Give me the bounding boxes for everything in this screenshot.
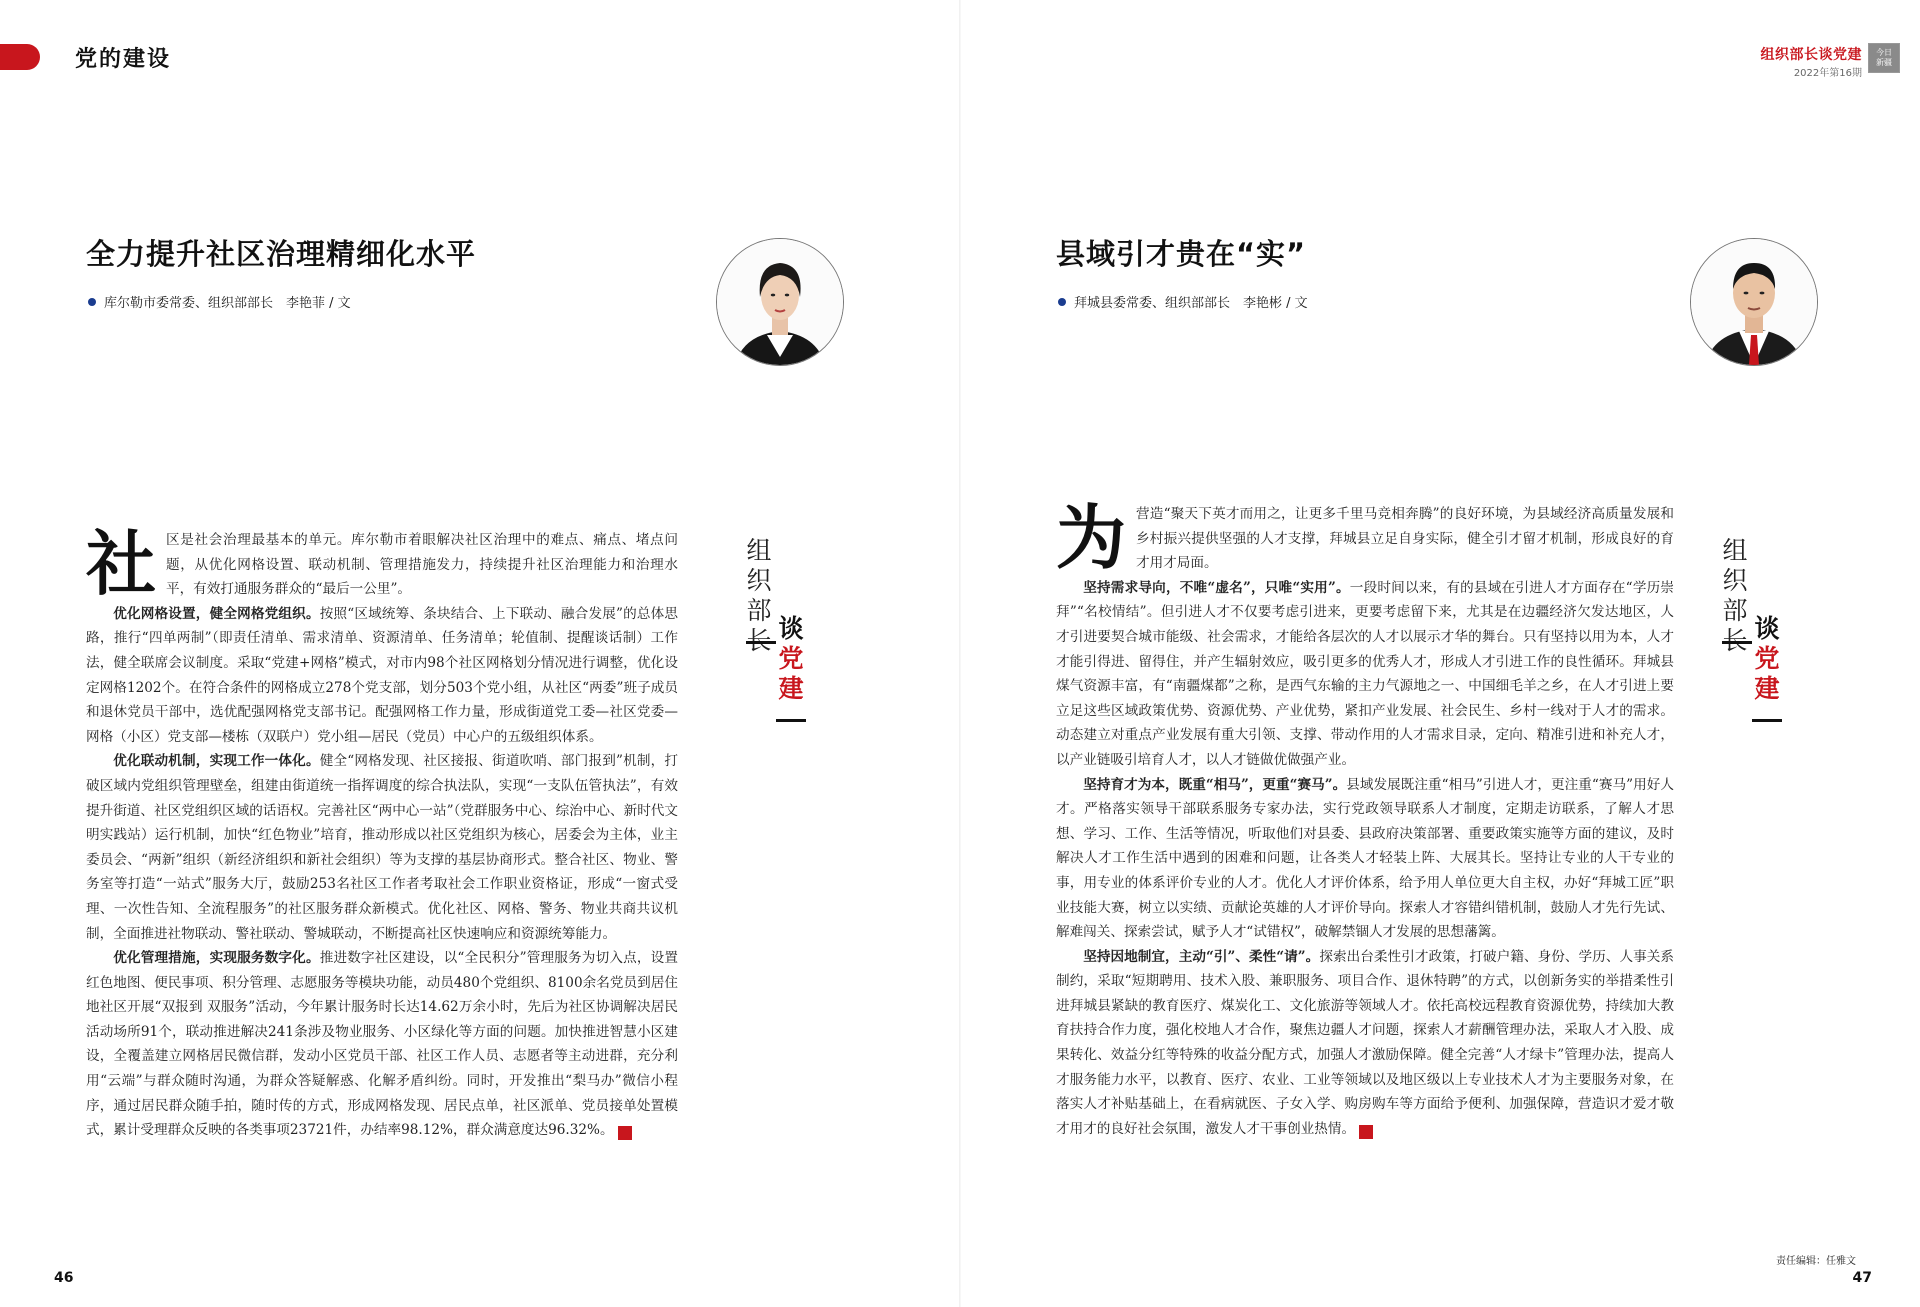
party-end-mark-icon: J [618, 1126, 632, 1140]
bullet-dot-icon [1058, 298, 1066, 306]
right-byline [1058, 292, 1308, 311]
drop-cap: 为 [1056, 496, 1126, 579]
right-column-badge [1722, 536, 1792, 736]
paragraph [1056, 576, 1674, 773]
badge-char: 组 [746, 536, 772, 565]
party-end-mark-icon: J [1359, 1125, 1373, 1139]
left-column-badge [746, 536, 816, 736]
paragraph [1056, 496, 1674, 579]
paragraph-text: 探索出台柔性引才政策，打破户籍、身份、学历、人事关系制约，采取“短期聘用、技术入股、兼职服务、项目合作、退休特聘”的方式，以创新务实的举措柔性引进拜城县紧缺的教育医疗、煤炭化工、文化旅游等领域人才。依托高校远程教育资源优势，持续加大教育扶持合作力度，强化校地人才合作，聚焦边疆人才问题，探索人才薪酬管理办法，采取人才入股、成果转化、效益分红等特殊的收益分配方式，加强人才激励保障。健全完善“人才绿卡”管理办法，提高人才服务能力水平，以教育、医疗、农业、工业等领域以及地区级以上专业技术人才为主要服务对象，在落实人才补贴基础上，在看病就医、子女入学、购房购车等方面给予便利、加强保障，营造识才爱才敬才用才的良好社会氛围，激发人才干事创业热情。 [1056, 948, 1675, 1137]
badge-char: 建 [778, 674, 804, 703]
badge-char: 谈 [1754, 614, 1780, 643]
badge-vertical-text-2 [776, 614, 806, 704]
paragraph [1056, 945, 1674, 1142]
badge-vertical-text-1 [1722, 536, 1748, 656]
badge-rule [1752, 719, 1782, 722]
badge-char: 织 [746, 566, 772, 595]
right-author-portrait [1690, 238, 1818, 366]
bullet-dot-icon [88, 298, 96, 306]
paragraph-text: 推进数字社区建设，以“全民积分”管理服务为切入点，设置红色地图、便民事项、积分管理、志愿服务等模块功能，动员480个党组织、8100余名党员到居住地社区开展“双报到 双服务”活动，今年累计服务时长达14.62万余小时，先后为社区协调解决居民活动场所91个，联动推进解决241条涉及物业服务、小区绿化等方面的问题。加快推进智慧小区建设，全覆盖建立网格居民微信群，发动小区党员干部、社区工作人员、志愿者等主动进群，充分利用“云端”与群众随时沟通，为群众答疑解惑、化解矛盾纠纷。同时，开发推出“梨马办”微信小程序，通过居民群众随手拍，随时传的方式，形成网格发现、居民点单，社区派单、党员接单处置模式，累计受理群众反映的各类事项23721件，办结率98.12%，群众满意度达96.32%。 [86, 950, 678, 1139]
right-page-number: 47 [1852, 1270, 1872, 1286]
paragraph-text: 区是社会治理最基本的单元。库尔勒市着眼解决社区治理中的难点、痛点、堵点问题，从优化网格设置、联动机制、管理措施发力，持续提升社区治理能力和治理水平，有效打通服务群众的“最后一公里”。 [166, 532, 678, 598]
badge-vertical-text-1 [746, 536, 772, 656]
paragraph-text: 县域发展既注重“相马”引进人才，更注重“赛马”用好人才。严格落实领导干部联系服务专家办法，实行党政领导联系人才制度，定期走访联系，了解人才思想、学习、工作、生活等情况，听取他们对县委、县政府决策部署、重要政策实施等方面的建议，及时解决人才工作生活中遇到的困难和问题，让各类人才轻装上阵、大展其长。坚持让专业的人干专业的事，用专业的体系评价专业的人才。优化人才评价体系，给予用人单位更大自主权，办好“拜城工匠”职业技能大赛，树立以实绩、贡献论英雄的人才评价导向。探索人才容错纠错机制，鼓励人才先行先试、解难闯关、探索尝试，赋予人才“试错权”，破解禁锢人才发展的思想藩篱。 [1056, 776, 1674, 941]
left-page-number: 46 [54, 1270, 74, 1286]
right-byline-text: 拜城县委常委、组织部部长 李艳彬 / 文 [1074, 296, 1308, 311]
left-portrait-image [717, 239, 843, 365]
section-title: 党的建设 [75, 46, 172, 72]
badge-char: 织 [1722, 566, 1748, 595]
badge-vertical-text-2 [1752, 614, 1782, 704]
badge-rule [746, 641, 776, 644]
paragraph-lead: 坚持育才为本，既重“相马”，更重“赛马”。 [1083, 776, 1347, 793]
badge-char: 部 [1722, 596, 1748, 625]
editor-credit: 责任编辑：任雅文 [1776, 1256, 1856, 1267]
page-gutter [959, 0, 961, 1307]
logo-text: 今日 新疆 [1876, 48, 1892, 67]
magazine-brand [1761, 44, 1863, 79]
magazine-logo-icon [1868, 43, 1900, 73]
brand-title: 组织部长谈党建 [1760, 47, 1862, 63]
paragraph-text: 按照“区域统筹、条块结合、上下联动、融合发展”的总体思路，推行“四单两制”（即责任清单、需求清单、资源清单、任务清单；轮值制、提醒谈话制）工作法，健全联席会议制度。采取“党建+网格”模式，对市内98个社区网格划分情况进行调整，优化设定网格1202个。在符合条件的网格成立278个党支部，划分503个党小组，从社区“两委”班子成员和退休党员干部中，选优配强网格党支部书记。配强网格工作力量，形成街道党工委—社区党委—网格（小区）党支部—楼栋（双联户）党小组—居民（党员）中心户的五级组织体系。 [86, 605, 678, 745]
paragraph-text: 营造“聚天下英才而用之，让更多千里马竞相奔腾”的良好环境，为县域经济高质量发展和乡村振兴提供坚强的人才支撑，拜城县立足自身实际，健全引才留才机制，形成良好的育才用才局面。 [1136, 506, 1674, 572]
right-article-title: 县域引才贵在“实” [1056, 237, 1307, 271]
paragraph-lead: 优化管理措施，实现服务数字化。 [113, 950, 320, 967]
paragraph-text: 健全“网格发现、社区接报、街道吹哨、部门报到”机制，打破区域内党组织管理壁垒，组建由街道统一指挥调度的综合执法队，实现“一支队伍管执法”，有效提升街道、社区党组织区域的话语权。完善社区“两中心一站”（党群服务中心、综治中心、新时代文明实践站）运行机制，加快“红色物业”培育，推动形成以社区党组织为核心，居委会为主体，业主委员会、“两新”组织（新经济组织和新社会组织）等为支撑的基层协商形式。整合社区、物业、警务室等打造“一站式”服务大厅，鼓励253名社区工作者考取社会工作职业资格证，形成“一窗式受理、一次性告知、全流程服务”的社区服务群众新模式。优化社区、网格、警务、物业共商共议机制，全面推进社物联动、警社联动、警城联动，不断提高社区快速响应和资源统筹能力。 [86, 753, 678, 942]
left-article-title: 全力提升社区治理精细化水平 [86, 237, 477, 271]
paragraph-text: 一段时间以来，有的县域在引进人才方面存在“学历崇拜”“名校情结”。但引进人才不仅要考虑引进来，更要考虑留下来，尤其是在边疆经济欠发达地区，人才引进要契合城市能级、社会需求，才能给各层次的人才以展示才华的舞台。只有坚持以用为本，人才才能引得进、留得住，并产生辐射效应，吸引更多的优秀人才，形成人才引进工作的良性循环。拜城县煤气资源丰富，有“南疆煤都”之称，是西气东输的主力气源地之一、中国细毛羊之乡，在人才引进上要立足这些区域政策优势、资源优势、产业优势，紧扣产业发展、社会民生、乡村一线对于人才的需求。动态建立对重点产业发展有重大引领、支撑、带动作用的人才需求目录，定向、精准引进和补充人才，以产业链吸引培育人才，以人才链做优做强产业。 [1056, 579, 1674, 768]
drop-cap: 社 [86, 522, 156, 605]
right-portrait-image [1691, 239, 1817, 365]
badge-char: 组 [1722, 536, 1748, 565]
badge-char: 谈 [778, 614, 804, 643]
left-author-portrait [716, 238, 844, 366]
paragraph [1056, 773, 1674, 945]
left-article-body [86, 522, 678, 1143]
left-byline-text: 库尔勒市委常委、组织部部长 李艳菲 / 文 [104, 296, 351, 311]
badge-rule [1722, 641, 1752, 644]
badge-rule [776, 719, 806, 722]
paragraph [86, 522, 678, 605]
paragraph-lead: 优化联动机制，实现工作一体化。 [113, 753, 320, 770]
section-tab-marker [0, 44, 40, 70]
paragraph [86, 749, 678, 946]
badge-char: 建 [1754, 674, 1780, 703]
paragraph-lead: 坚持因地制宜，主动“引”、柔性“请”。 [1083, 948, 1320, 965]
paragraph-lead: 优化网格设置，健全网格党组织。 [113, 605, 320, 622]
badge-char: 党 [778, 644, 804, 673]
issue-number: 2022年第16期 [1793, 68, 1862, 79]
paragraph-lead: 坚持需求导向，不唯“虚名”，只唯“实用”。 [1083, 579, 1350, 596]
badge-char: 党 [1754, 644, 1780, 673]
paragraph [86, 946, 678, 1143]
left-byline [88, 292, 351, 311]
paragraph [86, 602, 678, 750]
badge-char: 部 [746, 596, 772, 625]
right-article-body [1056, 496, 1675, 1141]
